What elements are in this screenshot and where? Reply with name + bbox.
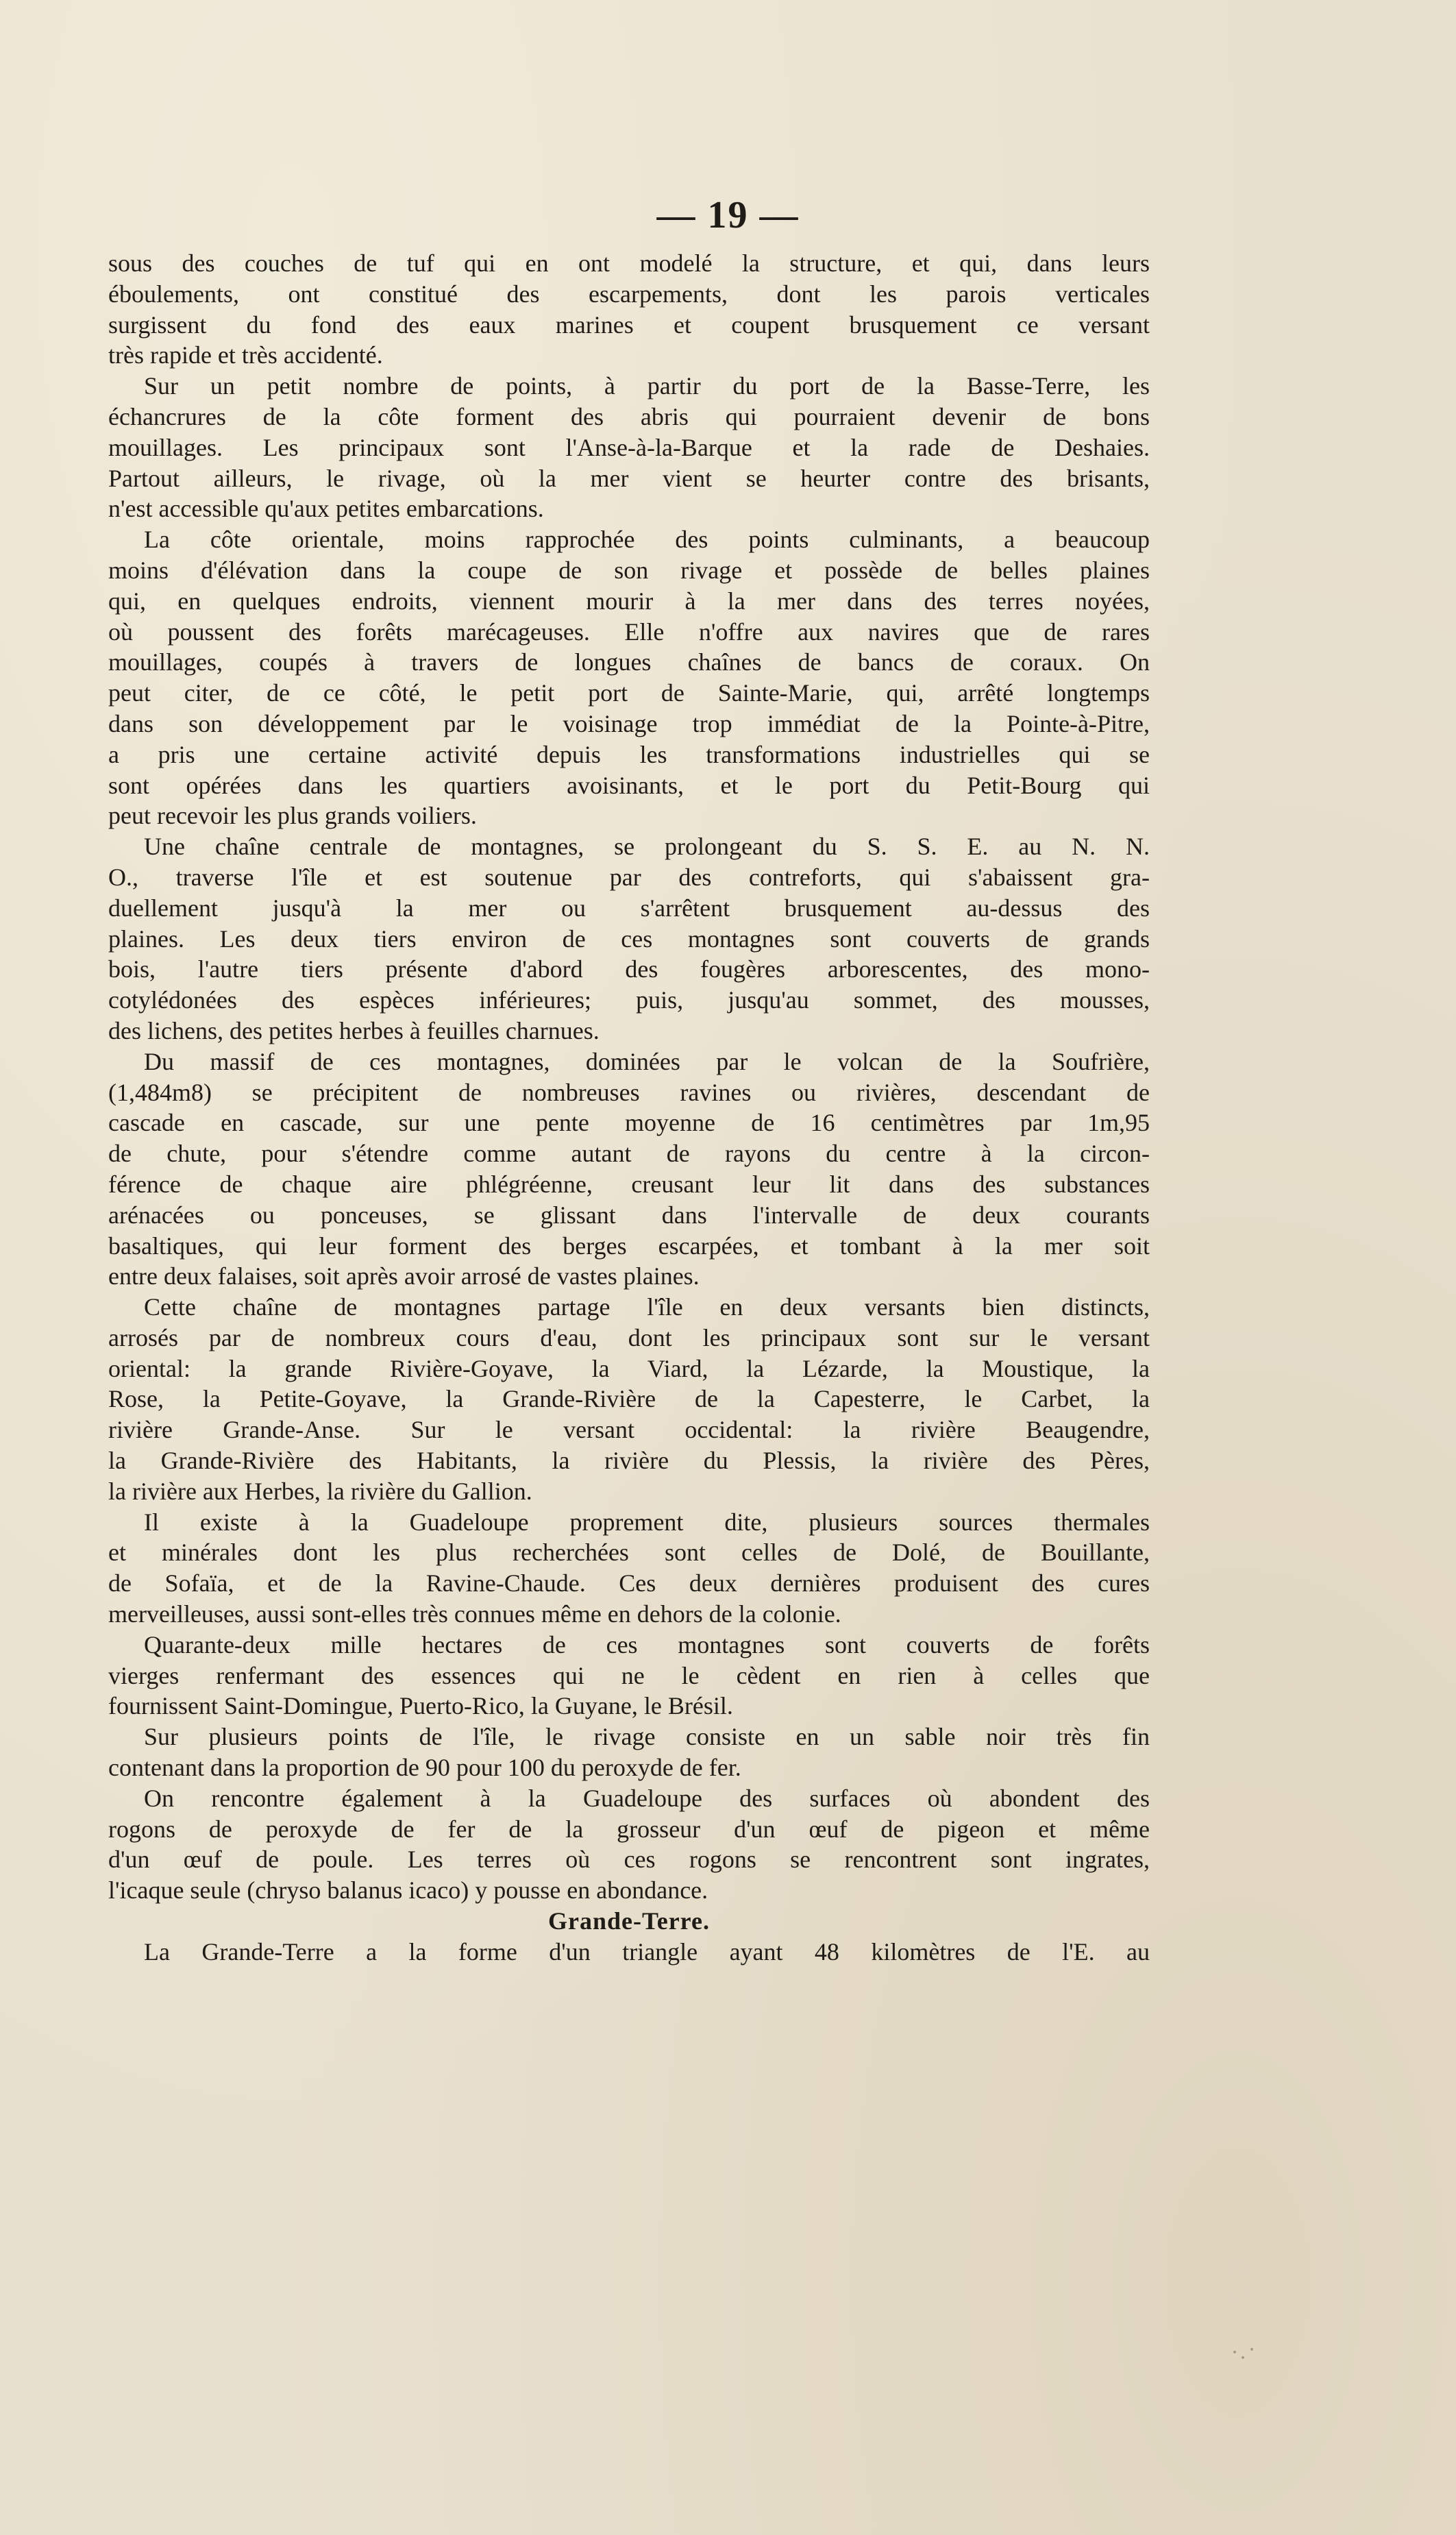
text-line: échancrures de la côte forment des abris qui pourraient devenir de bons xyxy=(108,402,1150,430)
text-line: basaltiques, qui leur forment des berges escarpées, et tombant à la mer soit xyxy=(108,1232,1150,1260)
text-line: moins d'élévation dans la coupe de son rivage et possède de belles plaines xyxy=(108,556,1150,584)
text-line: fournissent Saint-Domingue, Puerto-Rico, la Guyane, le Brésil. xyxy=(108,1692,733,1720)
text-line: l'icaque seule (chryso balanus icaco) y pousse en abondance. xyxy=(108,1876,708,1905)
paragraph-11 xyxy=(108,1937,1150,1968)
text-line: La côte orientale, moins rapprochée des points culminants, a beaucoup xyxy=(144,526,1150,554)
text-line: la Grande-Rivière des Habitants, la rivière du Plessis, la rivière des Pères, xyxy=(108,1447,1150,1475)
text-line: contenant dans la proportion de 90 pour 100 du peroxyde de fer. xyxy=(108,1754,741,1782)
paragraph-6 xyxy=(108,1292,1150,1507)
text-line: dans son développement par le voisinage trop immédiat de la Pointe-à-Pitre, xyxy=(108,709,1150,737)
text-line: (1,484m8) se précipitent de nombreuses ravines ou rivières, descendant de xyxy=(108,1078,1150,1106)
text-line: n'est accessible qu'aux petites embarcations. xyxy=(108,495,544,523)
text-line: Rose, la Petite-Goyave, la Grande-Rivière de la Capesterre, le Carbet, la xyxy=(108,1385,1150,1413)
text-line: éboulements, ont constitué des escarpements, dont les parois verticales xyxy=(108,280,1150,308)
paper-speck xyxy=(1250,2348,1253,2351)
text-line: Cette chaîne de montagnes partage l'île en deux versants bien distincts, xyxy=(144,1293,1150,1321)
text-line: de chute, pour s'étendre comme autant de rayons du centre à la circon- xyxy=(108,1140,1150,1168)
text-line: arénacées ou ponceuses, se glissant dans l'intervalle de deux courants xyxy=(108,1201,1150,1229)
text-line: sont opérées dans les quartiers avoisinants, et le port du Petit-Bourg qui xyxy=(108,771,1150,799)
text-line: très rapide et très accidenté. xyxy=(108,341,383,369)
text-line: a pris une certaine activité depuis les transformations industrielles qui se xyxy=(108,740,1150,768)
text-line: Sur plusieurs points de l'île, le rivage consiste en un sable noir très fin xyxy=(144,1723,1150,1751)
text-line: O., traverse l'île et est soutenue par des contreforts, qui s'abaissent gra- xyxy=(108,863,1150,891)
text-line: sous des couches de tuf qui en ont modelé la structure, et qui, dans leurs xyxy=(108,249,1150,277)
text-line: mouillages. Les principaux sont l'Anse-à-la-Barque et la rade de Deshaies. xyxy=(108,433,1150,461)
text-line: arrosés par de nombreux cours d'eau, dont les principaux sont sur le versant xyxy=(108,1323,1150,1351)
paragraph-4 xyxy=(108,831,1150,1046)
page-number: — 19 — xyxy=(656,194,800,236)
text-line: d'un œuf de poule. Les terres où ces rogons se rencontrent sont ingrates, xyxy=(108,1846,1150,1874)
text-line: et minérales dont les plus recherchées sont celles de Dolé, de Bouillante, xyxy=(108,1539,1150,1567)
text-line: La Grande-Terre a la forme d'un triangle ayant 48 kilomètres de l'E. au xyxy=(144,1937,1150,1965)
text-line: rogons de peroxyde de fer de la grosseur d'un œuf de pigeon et même xyxy=(108,1815,1150,1843)
text-line: mouillages, coupés à travers de longues chaînes de bancs de coraux. On xyxy=(108,648,1150,676)
paper-speck xyxy=(1233,2351,1236,2353)
paragraph-2 xyxy=(108,371,1150,524)
paragraph-10 xyxy=(108,1783,1150,1906)
paragraph-5 xyxy=(108,1046,1150,1292)
paragraph-3 xyxy=(108,524,1150,831)
text-line: cotylédonées des espèces inférieures; puis, jusqu'au sommet, des mousses, xyxy=(108,986,1150,1014)
text-line: peut recevoir les plus grands voiliers. xyxy=(108,802,477,830)
text-line: merveilleuses, aussi sont-elles très connues même en dehors de la colonie. xyxy=(108,1600,841,1628)
text-line: des lichens, des petites herbes à feuilles charnues. xyxy=(108,1016,600,1044)
paragraph-7 xyxy=(108,1507,1150,1630)
text-line: surgissent du fond des eaux marines et coupent brusquement ce versant xyxy=(108,310,1150,339)
text-line: bois, l'autre tiers présente d'abord des fougères arborescentes, des mono- xyxy=(108,955,1150,983)
text-line: peut citer, de ce côté, le petit port de Sainte-Marie, qui, arrêté longtemps xyxy=(108,679,1150,707)
text-line: rivière Grande-Anse. Sur le versant occidental: la rivière Beaugendre, xyxy=(108,1416,1150,1444)
text-line: où poussent des forêts marécageuses. Elle n'offre aux navires que de rares xyxy=(108,617,1150,646)
text-line: duellement jusqu'à la mer ou s'arrêtent brusquement au-dessus des xyxy=(108,894,1150,922)
paragraph-8 xyxy=(108,1630,1150,1722)
text-line: On rencontre également à la Guadeloupe des surfaces où abondent des xyxy=(144,1784,1150,1812)
text-line: entre deux falaises, soit après avoir arrosé de vastes plaines. xyxy=(108,1262,700,1290)
paragraph-9 xyxy=(108,1722,1150,1783)
text-line: Il existe à la Guadeloupe proprement dite, plusieurs sources thermales xyxy=(144,1508,1150,1536)
section-heading: Grande-Terre. xyxy=(548,1907,710,1935)
text-line: férence de chaque aire phlégréenne, creusant leur lit dans des substances xyxy=(108,1170,1150,1198)
text-line: de Sofaïa, et de la Ravine-Chaude. Ces deux dernières produisent des cures xyxy=(108,1569,1150,1597)
text-line: qui, en quelques endroits, viennent mourir à la mer dans des terres noyées, xyxy=(108,587,1150,615)
text-line: Une chaîne centrale de montagnes, se prolongeant du S. S. E. au N. N. xyxy=(144,833,1150,861)
paragraph-1 xyxy=(108,248,1150,371)
section-heading-block xyxy=(108,1906,1150,1937)
text-line: cascade en cascade, sur une pente moyenne de 16 centimètres par 1m,95 xyxy=(108,1109,1150,1137)
text-line: la rivière aux Herbes, la rivière du Gallion. xyxy=(108,1477,532,1505)
text-line: Sur un petit nombre de points, à partir du port de la Basse-Terre, les xyxy=(144,372,1150,400)
text-line: Quarante-deux mille hectares de ces montagnes sont couverts de forêts xyxy=(144,1630,1150,1658)
body-text xyxy=(108,248,1150,1968)
text-line: vierges renfermant des essences qui ne le cèdent en rien à celles que xyxy=(108,1661,1150,1689)
text-line: Partout ailleurs, le rivage, où la mer vient se heurter contre des brisants, xyxy=(108,464,1150,492)
paper-speck xyxy=(1242,2356,1244,2359)
text-line: Du massif de ces montagnes, dominées par le volcan de la Soufrière, xyxy=(144,1047,1150,1075)
text-line: plaines. Les deux tiers environ de ces montagnes sont couverts de grands xyxy=(108,924,1150,953)
text-line: oriental: la grande Rivière-Goyave, la Viard, la Lézarde, la Moustique, la xyxy=(108,1354,1150,1382)
